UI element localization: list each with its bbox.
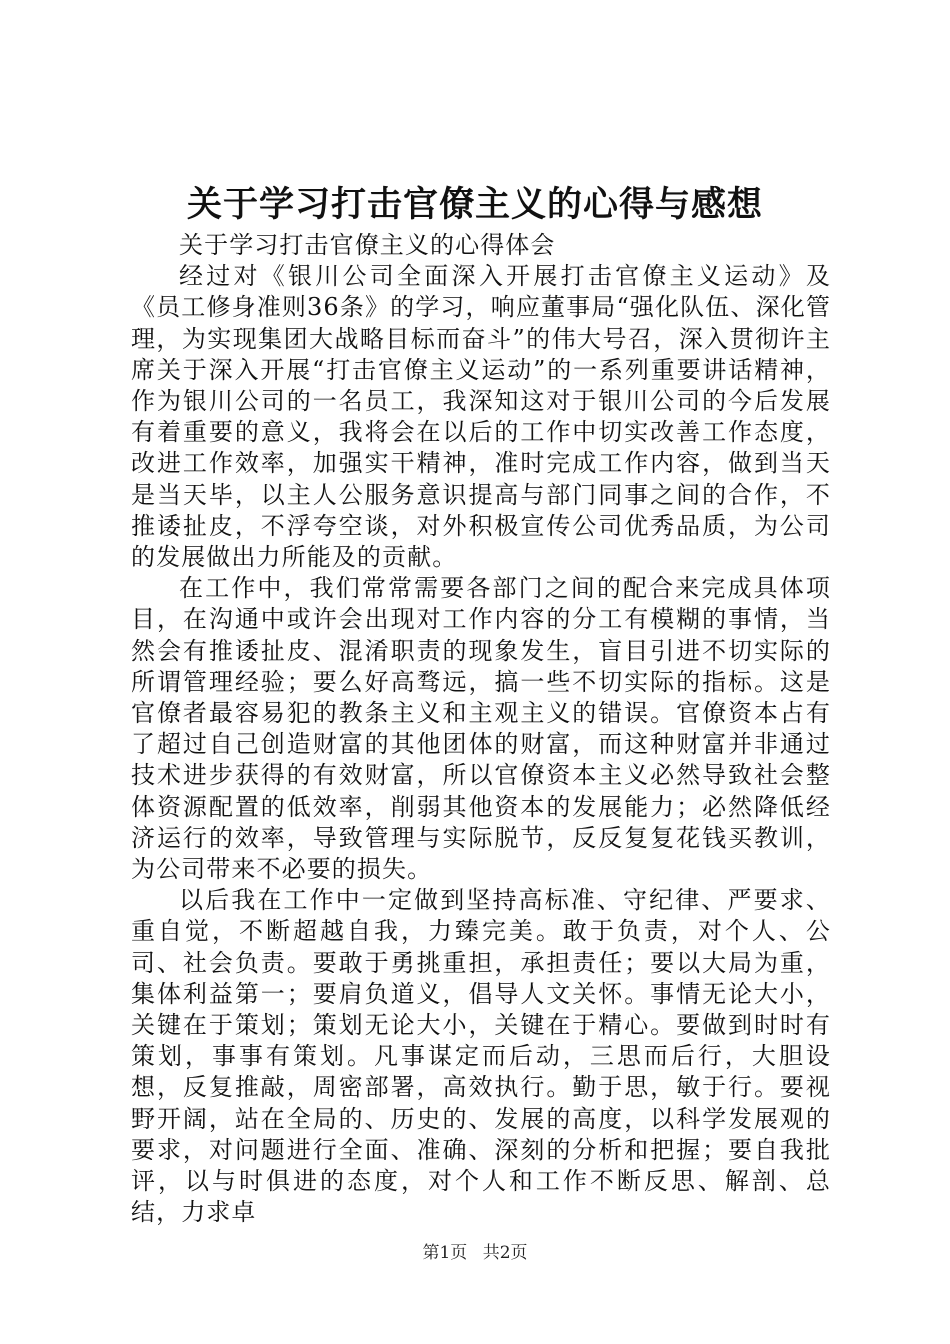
page-number: 第1页	[422, 1243, 468, 1263]
page-total: 共2页	[482, 1243, 528, 1263]
document-subtitle: 关于学习打击官僚主义的心得体会	[179, 231, 556, 259]
document-body	[131, 230, 831, 1229]
paragraph-2: 在工作中，我们常常需要各部门之间的配合来完成具体项目，在沟通中或许会出现对工作内容的分工有模糊的事情，当然会有推诿扯皮、混淆职责的现象发生，盲目引进不切实际的所谓管理经验；要么好高骛远，搞一些不切实际的指标。这是官僚者最容易犯的教条主义和主观主义的错误。官僚资本占有了超过自己创造财富的其他团体的财富，而这种财富并非通过技术进步获得的有效财富，所以官僚资本主义必然导致社会整体资源配置的低效率，削弱其他资本的发展能力；必然降低经济运行的效率，导致管理与实际脱节，反反复复花钱买教训，为公司带来不必要的损失。	[131, 574, 831, 884]
document-title: 关于学习打击官僚主义的心得与感想	[186, 184, 763, 225]
paragraph-3: 以后我在工作中一定做到坚持高标准、守纪律、严要求、重自觉，不断超越自我，力臻完美。敢于负责，对个人、公司、社会负责。要敢于勇挑重担，承担责任；要以大局为重，集体利益第一；要肩负道义，倡导人文关怀。事情无论大小，关键在于策划；策划无论大小，关键在于精心。要做到时时有策划，事事有策划。凡事谋定而后动，三思而后行，大胆设想，反复推敲，周密部署，高效执行。勤于思，敏于行。要视野开阔，站在全局的、历史的、发展的高度，以科学发展观的要求，对问题进行全面、准确、深刻的分析和把握；要自我批评，以与时俱进的态度，对个人和工作不断反思、解剖、总结，力求卓	[131, 886, 831, 1227]
paragraph-1: 经过对《银川公司全面深入开展打击官僚主义运动》及《员工修身准则36条》的学习，响应董事局“强化队伍、深化管理，为实现集团大战略目标而奋斗”的伟大号召，深入贯彻许主席关于深入开展“打击官僚主义运动”的一系列重要讲话精神，作为银川公司的一名员工，我深知这对于银川公司的今后发展有着重要的意义，我将会在以后的工作中切实改善工作态度，改进工作效率，加强实干精神，准时完成工作内容，做到当天是当天毕，以主人公服务意识提高与部门同事之间的合作，不推诿扯皮，不浮夸空谈，对外积极宣传公司优秀品质，为公司的发展做出力所能及的贡献。	[131, 262, 831, 572]
page-footer	[0, 1241, 950, 1265]
